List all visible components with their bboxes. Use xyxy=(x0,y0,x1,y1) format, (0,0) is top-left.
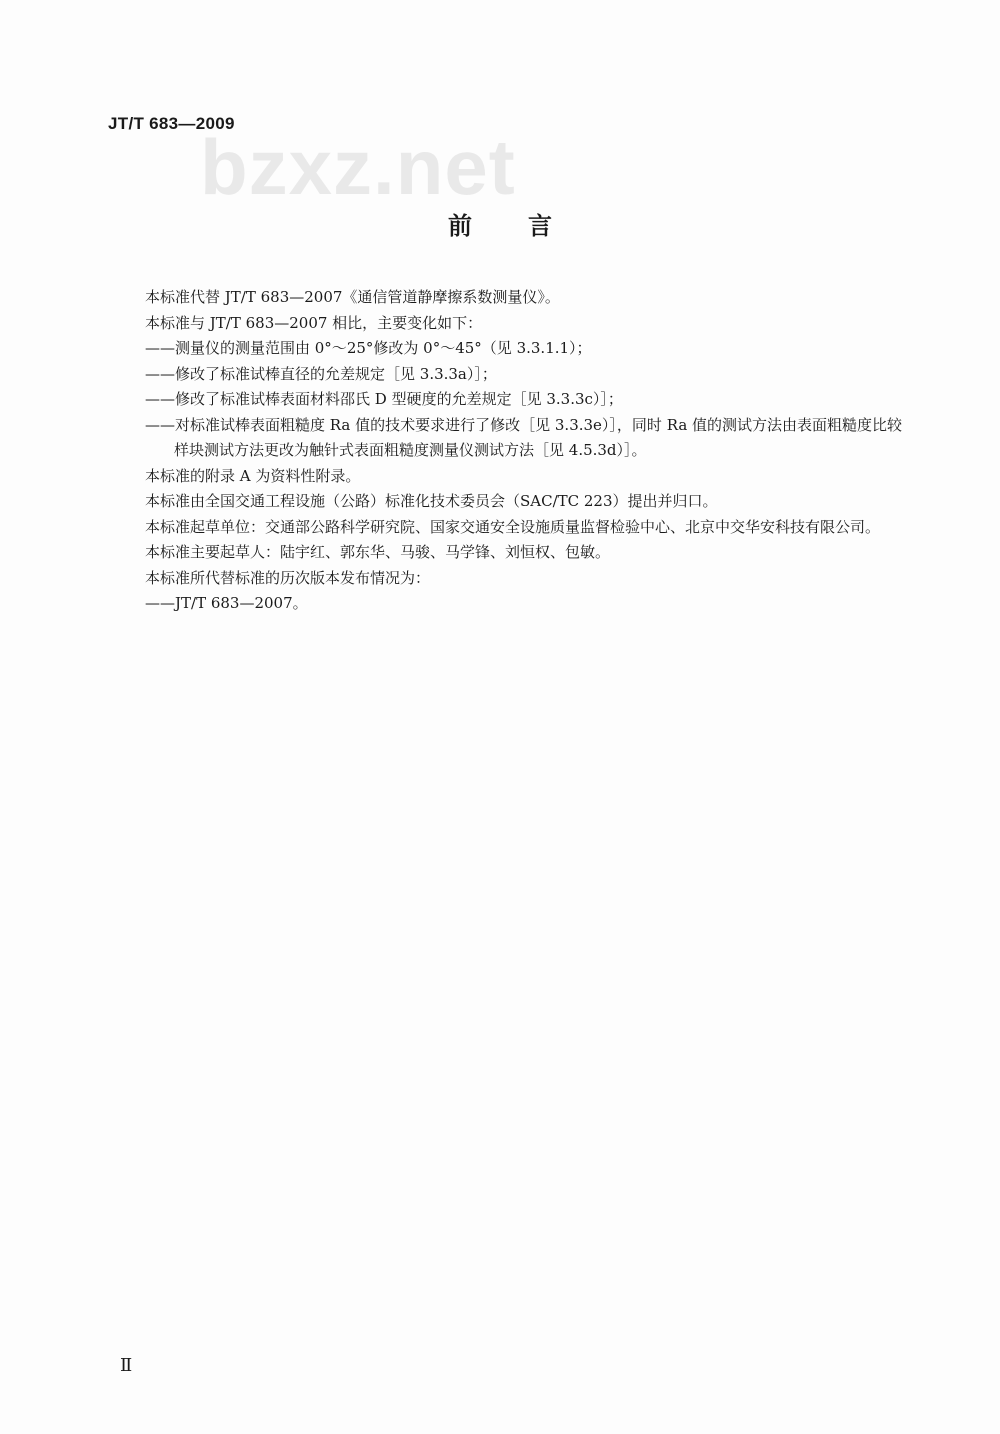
watermark-logo: bzxz.net xyxy=(200,123,516,211)
paragraph-appendix: 本标准的附录 A 为资料性附录。 xyxy=(145,466,361,485)
paragraph-drafters: 本标准主要起草人：陆宇红、郭东华、马骏、马学锋、刘恒权、包敏。 xyxy=(145,543,611,561)
list-item-change-range: ——测量仪的测量范围由 0°～25°修改为 0°～45°（见 3.3.1.1）； xyxy=(145,339,592,357)
page-number: Ⅱ xyxy=(120,1355,133,1376)
list-item-history: ——JT/T 683—2007。 xyxy=(145,594,308,612)
foreword-body xyxy=(108,285,912,617)
list-item-change-roughness: ——对标准试棒表面粗糙度 Ra 值的技术要求进行了修改［见 3.3.3e）］，同时 Ra 值的测试方法由表面粗糙度比较样块测试方法更改为触针式表面粗糙度测量仪测试方法［见 4.5.3d）］。 xyxy=(145,415,903,459)
list-item-change-hardness: ——修改了标准试棒表面材料邵氏 D 型硬度的允差规定［见 3.3.3c）］； xyxy=(145,390,623,408)
paragraph-proposer: 本标准由全国交通工程设施（公路）标准化技术委员会（SAC/TC 223）提出并归口。 xyxy=(145,492,718,510)
paragraph-replaces: 本标准代替 JT/T 683—2007《通信管道静摩擦系数测量仪》。 xyxy=(145,288,560,306)
list-item-change-diameter: ——修改了标准试棒直径的允差规定［见 3.3.3a）］； xyxy=(145,364,497,383)
paragraph-drafting-units: 本标准起草单位：交通部公路科学研究院、国家交通安全设施质量监督检验中心、北京中交华安科技有限公司。 xyxy=(145,517,881,536)
paragraph-changes-intro: 本标准与 JT/T 683—2007 相比，主要变化如下： xyxy=(145,313,483,332)
standard-code: JT/T 683—2009 xyxy=(108,114,235,133)
page-title: 前言 xyxy=(448,212,608,240)
paragraph-history-intro: 本标准所代替标准的历次版本发布情况为： xyxy=(145,568,431,587)
